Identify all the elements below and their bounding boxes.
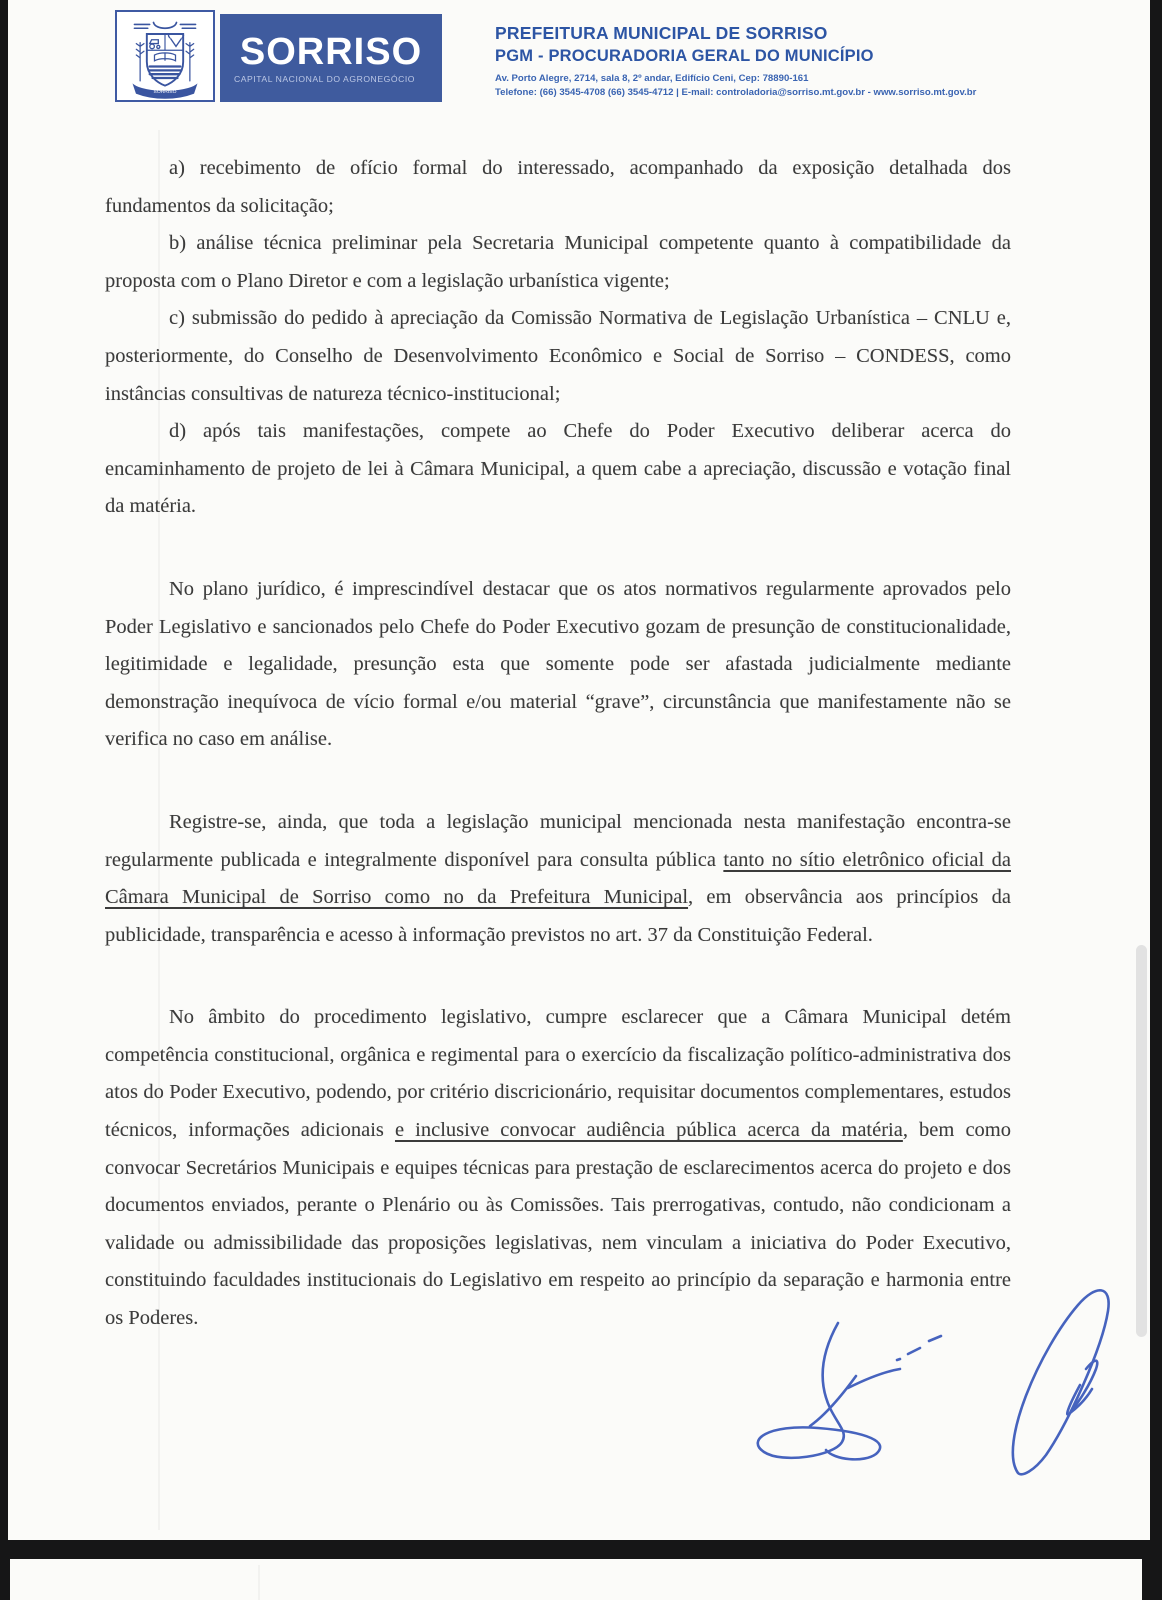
underlined-text: e inclusive convocar audiência pública acerca da matéria bbox=[394, 1119, 903, 1142]
org-contact: Telefone: (66) 3545-4708 (66) 3545-4712 | E-mail: controladoria@sorriso.mt.gov.br - www.sorriso.mt.gov.br bbox=[495, 87, 977, 98]
text-segment: No plano jurídico, é imprescindível destacar que os atos normativos regularmente aprovados pelo Poder Legislativo e sancionados pelo Chefe do Poder Executivo gozam de presunção de constitucionalidade, legitimidade e legalidade, presunção esta que somente pode ser afastada judicialmente mediante demonstração inequívoca de vício formal e/ou material “grave”, circunstância que manifestamente não se verifica no caso em análise. bbox=[105, 577, 1011, 751]
paragraph bbox=[105, 804, 1011, 954]
text-segment: c) submissão do pedido à apreciação da Comissão Normativa de Legislação Urbanística – CNLU e, posteriormente, do Conselho de Desenvolvimento Econômico e Social de Sorriso – CONDESS, como instâncias consultivas de natureza técnico-institucional; bbox=[105, 307, 1011, 405]
text-segment: , bem como convocar Secretários Municipais e equipes técnicas para prestação de esclarecimentos acerca do projeto e dos documentos enviados, perante o Plenário ou às Comissões. Tais prerrogativas, contudo, não condicionam a validade ou admissibilidade das proposições legislativas, nem vinculam a iniciativa do Poder Executivo, constituindo faculdades institucionais do Legislativo em respeito ao princípio da separação e harmonia entre os Poderes. bbox=[105, 1119, 1011, 1330]
logo-wordmark: SORRISO bbox=[239, 30, 423, 73]
paragraph bbox=[105, 571, 1011, 759]
text-segment: No âmbito do procedimento legislativo, cumpre esclarecer que a Câmara Municipal detém competência constitucional, orgânica e regimental para o exercício da fiscalização político-administrativa dos atos do Poder Executivo, podendo, por critério discricionário, requisitar documentos complementares, estudos técnicos, informações adicionais bbox=[105, 1006, 1011, 1142]
document-page-2 bbox=[10, 1559, 1142, 1600]
scrollbar-thumb[interactable] bbox=[1136, 945, 1147, 1337]
municipal-crest bbox=[115, 10, 215, 102]
org-address: Av. Porto Alegre, 2714, sala 8, 2º andar, Edifício Ceni, Cep: 78890-161 bbox=[495, 73, 809, 84]
crest-banner-text: SORRISO bbox=[153, 89, 177, 95]
text-segment: b) análise técnica preliminar pela Secretaria Municipal competente quanto à compatibilidade da proposta com o Plano Diretor e com a legislação urbanística vigente; bbox=[105, 232, 1011, 292]
text-segment: a) recebimento de ofício formal do interessado, acompanhado da exposição detalhada dos fundamentos da solicitação; bbox=[105, 157, 1011, 217]
paragraph bbox=[105, 999, 1011, 1337]
document-paragraphs bbox=[105, 150, 1011, 1338]
paragraph bbox=[105, 413, 1011, 526]
signature-left bbox=[738, 1308, 963, 1483]
text-segment: , em observância aos princípios da publicidade, transparência e acesso à informação previstos no art. 37 da Constituição Federal. bbox=[105, 886, 1011, 946]
city-logo bbox=[220, 14, 442, 102]
logo-tagline: CAPITAL NACIONAL DO AGRONEGÓCIO bbox=[234, 73, 415, 84]
org-name: PREFEITURA MUNICIPAL DE SORRISO bbox=[495, 23, 828, 43]
scan-fold-line-page2 bbox=[258, 1565, 260, 1600]
signature-right bbox=[990, 1277, 1140, 1482]
document-page-1 bbox=[8, 0, 1150, 1540]
org-department: PGM - PROCURADORIA GERAL DO MUNICÍPIO bbox=[495, 47, 874, 65]
text-segment: d) após tais manifestações, compete ao Chefe do Poder Executivo deliberar acerca do encaminhamento de projeto de lei à Câmara Municipal, a quem cabe a apreciação, discussão e votação final da matéria. bbox=[105, 420, 1011, 518]
paragraph bbox=[105, 225, 1011, 300]
paragraph bbox=[105, 150, 1011, 225]
text-segment: Registre-se, ainda, que toda a legislação municipal mencionada nesta manifestação encontra-se regularmente publicada e integralmente disponível para consulta pública bbox=[105, 810, 1011, 871]
paragraph bbox=[105, 300, 1011, 413]
underlined-text: tanto no sítio eletrônico oficial da Câmara Municipal de Sorriso como no da Prefeitura Municipal bbox=[105, 848, 1011, 909]
letterhead bbox=[495, 22, 976, 100]
coat-of-arms-icon bbox=[117, 12, 213, 100]
